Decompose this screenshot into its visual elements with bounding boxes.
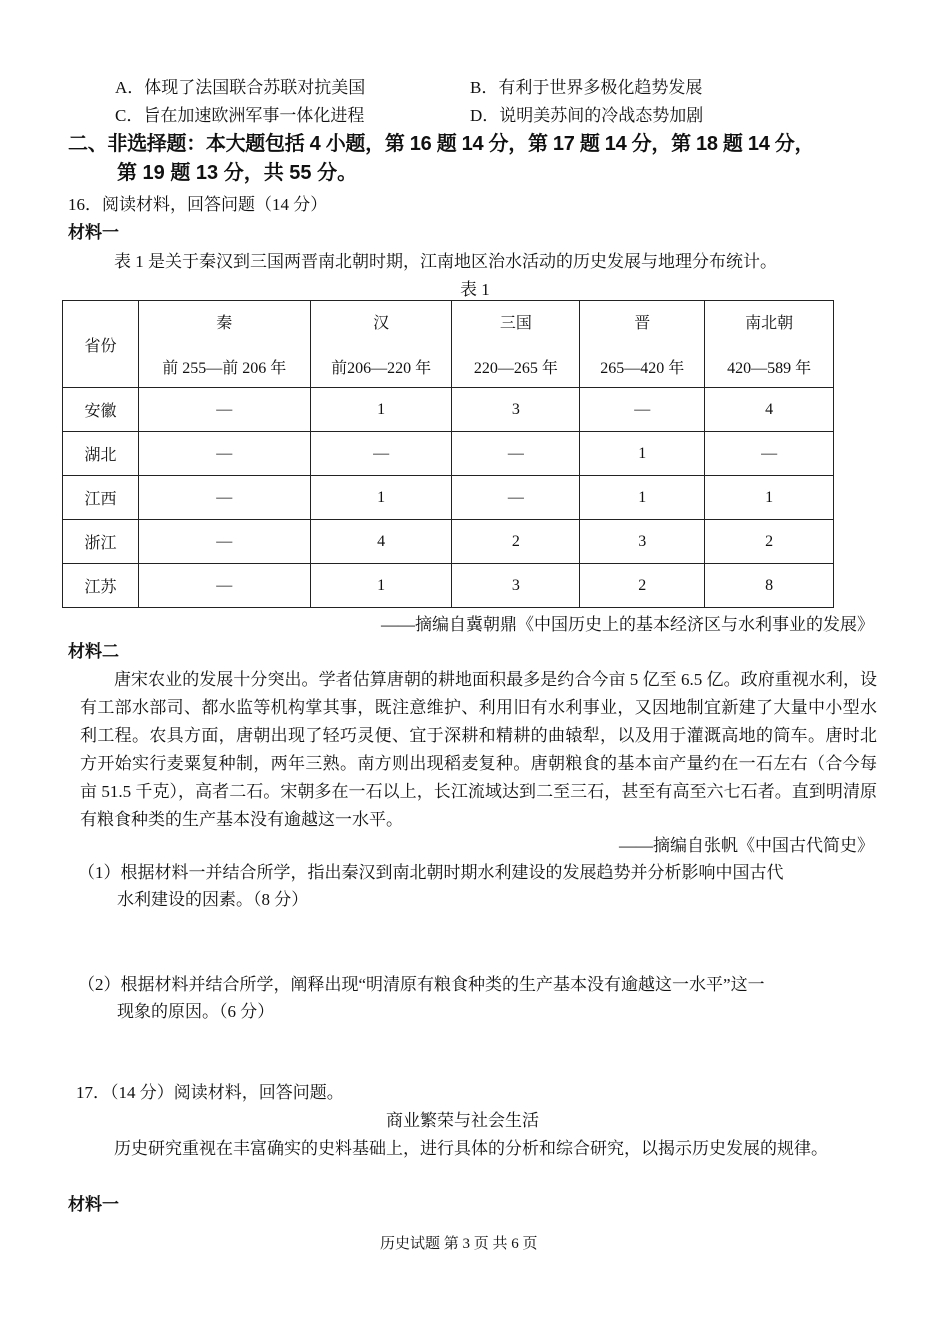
province-cell: 浙江 bbox=[63, 520, 139, 564]
value-cell: — bbox=[138, 476, 310, 520]
value-cell: 3 bbox=[580, 520, 705, 564]
table-row bbox=[63, 564, 834, 608]
q17-intro: 历史研究重视在丰富确实的史料基础上，进行具体的分析和综合研究，以揭示历史发展的规律。 bbox=[114, 1139, 828, 1158]
value-cell: — bbox=[452, 432, 580, 476]
material1-intro: 表 1 是关于秦汉到三国两晋南北朝时期，江南地区治水活动的历史发展与地理分布统计。 bbox=[114, 252, 777, 271]
value-cell: 8 bbox=[705, 564, 834, 608]
value-cell: 2 bbox=[705, 520, 834, 564]
col-years: 220—265 年 bbox=[473, 360, 558, 377]
value-cell: 3 bbox=[452, 388, 580, 432]
section-heading-cont: 第 19 题 13 分，共 55 分。 bbox=[117, 162, 358, 184]
col-years: 420—589 年 bbox=[727, 360, 812, 377]
col-header bbox=[452, 301, 580, 388]
province-cell: 江苏 bbox=[63, 564, 139, 608]
table-row bbox=[63, 520, 834, 564]
province-cell: 湖北 bbox=[63, 432, 139, 476]
option-b: B．有利于世界多极化趋势发展 bbox=[470, 78, 703, 97]
table-row bbox=[63, 388, 834, 432]
col-name: 汉 bbox=[373, 315, 390, 332]
corner-header: 省份 bbox=[63, 301, 139, 388]
section-heading: 二、非选择题：本大题包括 4 小题，第 16 题 14 分，第 17 题 14 分，第 18 题 14 分， bbox=[68, 133, 815, 155]
value-cell: — bbox=[138, 520, 310, 564]
sub-question-1-cont: 水利建设的因素。（8 分） bbox=[117, 890, 309, 909]
province-cell: 安徽 bbox=[63, 388, 139, 432]
col-header bbox=[138, 301, 310, 388]
sub-question-2-cont: 现象的原因。（6 分） bbox=[117, 1002, 275, 1021]
sub-question-2: （2）根据材料并结合所学，阐释出现“明清原有粮食种类的生产基本没有逾越这一水平”这一 bbox=[78, 975, 765, 994]
option-d: D．说明美苏间的冷战态势加剧 bbox=[470, 106, 704, 125]
material2-text: 唐宋农业的发展十分突出。学者估算唐朝的耕地面积最多是约合今亩 5 亿至 6.5 亿。政府重视水利，设有工部水部司、都水监等机构掌其事，既注意维护、利用旧有水利事业，又因地制宜新建了大量中小型水利工程。农具方面，唐朝出现了轻巧灵便、宜于深耕和精耕的曲辕犁，以及用于灌溉高地的筒车。唐时北方开始实行麦粟复种制，两年三熟。南方则出现稻麦复种。唐朝粮食的基本亩产量约在一石左右（合今每亩 51.5 千克），高者二石。宋朝多在一石以上，长江流域达到二至三石，甚至有高至六七石者。直到明清原有粮食种类的生产基本没有逾越这一水平。 bbox=[80, 670, 877, 829]
table-row bbox=[63, 432, 834, 476]
value-cell: — bbox=[138, 388, 310, 432]
value-cell: 1 bbox=[705, 476, 834, 520]
value-cell: 1 bbox=[310, 388, 452, 432]
table-caption: 表 1 bbox=[460, 280, 490, 299]
col-name: 秦 bbox=[216, 315, 233, 332]
option-a: A．体现了法国联合苏联对抗美国 bbox=[115, 78, 366, 97]
value-cell: 2 bbox=[580, 564, 705, 608]
material2-source: ——摘编自张帆《中国古代简史》 bbox=[619, 836, 874, 855]
value-cell: 4 bbox=[705, 388, 834, 432]
value-cell: 1 bbox=[580, 476, 705, 520]
col-header bbox=[310, 301, 452, 388]
value-cell: 4 bbox=[310, 520, 452, 564]
value-cell: — bbox=[580, 388, 705, 432]
material1-label: 材料一 bbox=[68, 223, 119, 242]
col-years: 前 255—前 206 年 bbox=[162, 360, 287, 377]
value-cell: — bbox=[310, 432, 452, 476]
col-header bbox=[580, 301, 705, 388]
value-cell: — bbox=[705, 432, 834, 476]
value-cell: 1 bbox=[580, 432, 705, 476]
option-c: C．旨在加速欧洲军事一体化进程 bbox=[115, 106, 365, 125]
col-years: 265—420 年 bbox=[600, 360, 685, 377]
q17-title: 17．（14 分）阅读材料，回答问题。 bbox=[76, 1083, 344, 1102]
value-cell: 3 bbox=[452, 564, 580, 608]
value-cell: — bbox=[138, 564, 310, 608]
table-row bbox=[63, 476, 834, 520]
table-header-row bbox=[63, 301, 834, 388]
value-cell: 2 bbox=[452, 520, 580, 564]
col-header bbox=[705, 301, 834, 388]
page-footer: 历史试题 第 3 页 共 6 页 bbox=[380, 1236, 538, 1252]
sub-question-1: （1）根据材料一并结合所学，指出秦汉到南北朝时期水利建设的发展趋势并分析影响中国古代 bbox=[78, 863, 784, 882]
value-cell: — bbox=[138, 432, 310, 476]
col-years: 前206—220 年 bbox=[331, 360, 432, 377]
col-name: 南北朝 bbox=[745, 315, 794, 332]
data-table bbox=[62, 300, 834, 608]
q17-material1-label: 材料一 bbox=[68, 1195, 119, 1214]
col-name: 三国 bbox=[499, 315, 532, 332]
material2-label: 材料二 bbox=[68, 642, 119, 661]
value-cell: 1 bbox=[310, 564, 452, 608]
value-cell: — bbox=[452, 476, 580, 520]
value-cell: 1 bbox=[310, 476, 452, 520]
q16-title: 16．阅读材料，回答问题（14 分） bbox=[68, 195, 328, 214]
province-cell: 江西 bbox=[63, 476, 139, 520]
material1-source: ——摘编自冀朝鼎《中国历史上的基本经济区与水利事业的发展》 bbox=[381, 615, 874, 634]
q17-subtitle: 商业繁荣与社会生活 bbox=[386, 1111, 539, 1130]
col-name: 晋 bbox=[634, 315, 651, 332]
